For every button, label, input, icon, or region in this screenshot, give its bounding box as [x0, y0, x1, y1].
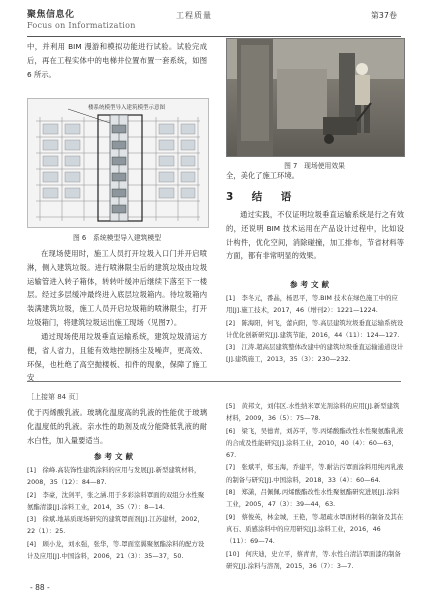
figure-7-site-photo [226, 38, 405, 157]
journal-name: 工程质量 [176, 11, 212, 20]
header-divider [27, 36, 401, 37]
page-number: - 88 - [30, 583, 50, 592]
figure-6-inner-label: 楼系统模型导入建筑模型示意图 [88, 105, 166, 111]
column-name-en: Focus on Informatization [27, 21, 136, 30]
conclusion-paragraph: 通过实践，不仅证明垃圾垂直运输系统是行之有效的，还说明 BIM 技术运用在产品设计过程中，比如设计构件，优化空间，消除碰撞，加工排布，节省材料等方面，都有非常明显的效果。 [226, 210, 404, 261]
reference-item: [1] 李冬元，番晶，杨思平，等.BIM 技术在绿色施工中的应用[J].施工技术，2017，46（增刊2）：1221—1224. [226, 294, 398, 315]
volume-label: 第37卷 [370, 11, 397, 20]
reference-item: [3] 徐斌.地基质现场研究的建筑罩面剂[J].江苏建材，2002，22（1）：25. [27, 515, 204, 536]
section-divider [27, 381, 401, 382]
reference-list-bottom-left [27, 464, 207, 562]
reference-item: [5] 黄邦文，刘伟区.水性纳米罩光剂涂料的应用[J].新型建筑材料，2009，36（5）：75—78. [226, 402, 400, 423]
bottom-references-heading: 参考文献 [94, 452, 136, 461]
reference-item: [6] 梁飞，吴德青，刘苏平，等.丙烯酸酯改性水性聚氨酯乳液的合成及性能研究[J].涂料工业，2010，40（4）：60—63，67. [226, 426, 404, 460]
bottom-body-paragraph: 优于丙烯酸乳液。玻璃化温度高的乳液的性能优于玻璃化温度低的乳液。亲水性的助剂及成分能降低乳液的耐水白性，加入量要适当。 [27, 408, 207, 445]
figure-7-caption: 图 7 现场使用效果 [284, 162, 345, 170]
reference-list-top [226, 292, 404, 366]
reference-item: [2] 陈海阳，何飞，蕾向阳，等.高层建筑垃圾垂直运输系统设计优化创新研究[J].建筑节能，2016，44（11）：124—127. [226, 318, 404, 339]
reference-item: [3] 江涛.超高层建筑整体改建中的建筑垃圾垂直运输通道设计[J].建筑施工，2013，35（3）：230—232. [226, 343, 404, 364]
reference-list-bottom-right [226, 400, 404, 572]
body-paragraph-usage: 在现场使用时，施工人员打开垃圾入口门并开启喷淋，侧入建筑垃圾。进行喷淋限尘后的建筑垃圾由垃圾运输管进入转子箱体，转转叶缓冲后继续下落至下一楼层。经过多层缓冲最终进入底层垃圾箱内。待垃圾箱内装满建筑垃圾，施工人员开启垃圾箱的喷淋限尘，打开垃圾箱门，将建筑垃圾运出施工现场（见图7）。 [27, 249, 207, 327]
reference-item: [4] 顾小龙，刘永强，张华，等.罩面室翼聚氨酯涂料的配方设计及应用[J].中国涂料，2006，21（3）：35—37，50. [27, 539, 205, 561]
body-paragraph-intro: 中，并利用 BIM 漫游和模拟功能进行试验。试验完成后，再在工程实体中的电梯井位置布置一套系统，如图 6 所示。 [27, 42, 207, 79]
building-model-drawing [28, 99, 208, 227]
body-paragraph-benefits: 通过现场使用垃圾垂直运输系统，建筑垃圾清运方便，省人省力，且能有效地控制扬尘及噪声，更高效、环保，也杜绝了高空抛楼板、扣件的现象，保障了施工安 [27, 332, 207, 383]
section-heading-conclusion: 3 结 语 [226, 191, 296, 203]
figure-6-caption: 图 6 系统模型导入建筑模型 [72, 234, 162, 242]
site-photo-image [227, 39, 404, 156]
reference-item: [10] 何庆迪，史立平，蔡青青，等.水性自清洁罩面漆的制备研究[J].涂料与溶剂，2015，36（7）：3—7. [226, 549, 401, 570]
figure-6-building-model [27, 98, 209, 228]
reference-item: [8] 郑潇，吕佩佩.丙烯酸酯改性水性聚氨酯研究进展[J].涂料工业，2005，47（3）：39—44，63. [226, 488, 400, 509]
column-header [27, 7, 136, 30]
references-heading: 参考文献 [290, 280, 332, 289]
reference-item: [7] 张斌平，郑玉海，乔建平，等.耐沾污罩面涂料用纯丙乳液的制备与研究[J].中国涂料，2018，33（4）：60—64. [226, 463, 404, 484]
body-paragraph-continued: 全，美化了施工环境。 [226, 171, 299, 180]
reference-item: [2] 李豪，沈剑平，张之涵.用于多彩涂料罩面的双组分水性聚氨酯清漆[J].涂料工业，2014，35（7）：8—14. [27, 490, 205, 511]
reference-item: [1] 徐峰.高装饰性建筑涂料的应用与发展[J].新型建筑材料，2008，35（12）：84—87. [27, 466, 201, 487]
column-name-cn: 聚焦信息化 [27, 10, 75, 20]
reference-item: [9] 蔡俊英，林金城，王艳，等.超疏水罩面材料的制备及其在真石、质感涂料中的应用研究[J].涂料工业，2016，46（11）：69—74. [226, 512, 404, 546]
continued-from-note: ［上接第 84 页］ [27, 393, 83, 401]
